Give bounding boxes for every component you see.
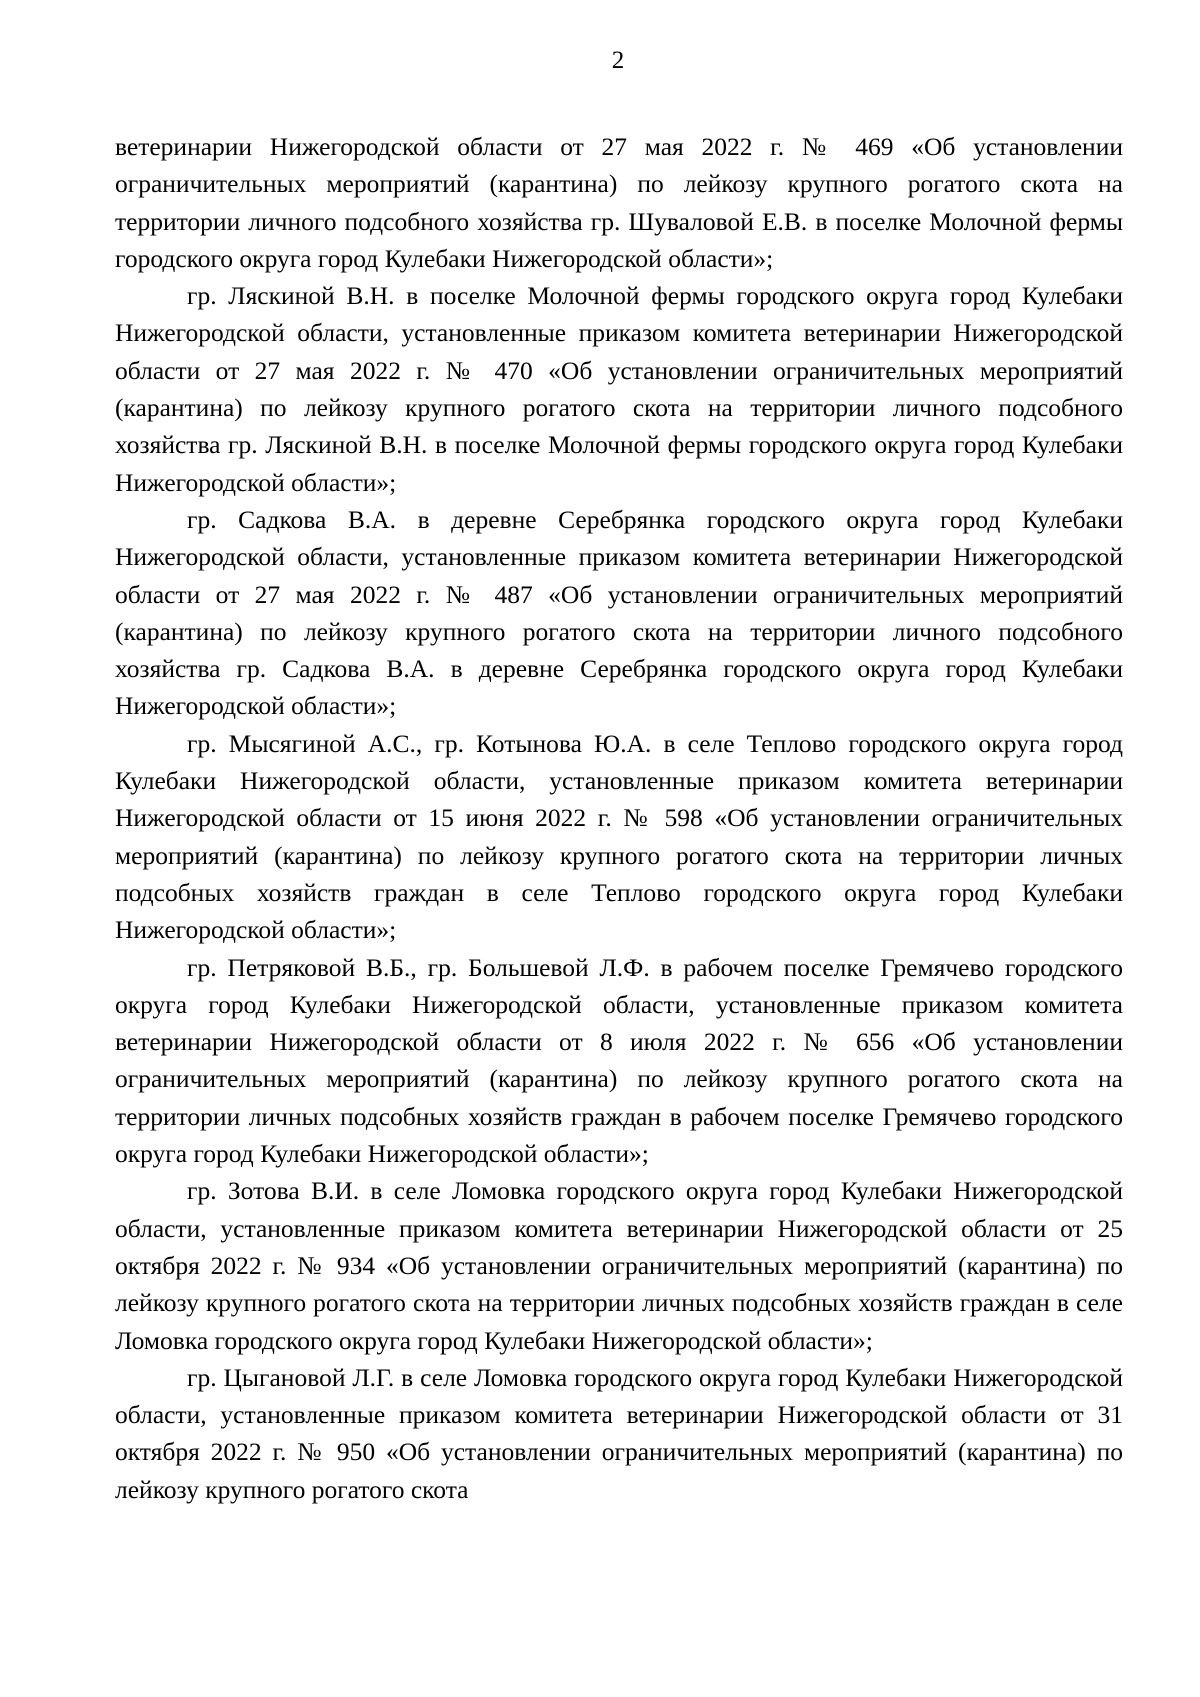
paragraph-lyaskina: гр. Ляскиной В.Н. в поселке Молочной фермы городского округа город Кулебаки Нижегородской области, установленные приказом комитета ветеринарии Нижегородской области от 27 мая 2022 г. № 470 «Об установлении ограничительных мероприятий (карантина) по лейкозу крупного рогатого скота на территории личного подсобного хозяйства гр. Ляскиной В.Н. в поселке Молочной фермы городского округа город Кулебаки Нижегородской области»; (115, 281, 1123, 497)
document-body (115, 128, 1123, 1508)
paragraph-petryakova-bolsheva: гр. Петряковой В.Б., гр. Большевой Л.Ф. в рабочем поселке Гремячево городского округа город Кулебаки Нижегородской области, установленные приказом комитета ветеринарии Нижегородской области от 8 июля 2022 г. № 656 «Об установлении ограничительных мероприятий (карантина) по лейкозу крупного рогатого скота на территории личных подсобных хозяйств граждан в рабочем поселке Гремячево городского округа город Кулебаки Нижегородской области»; (115, 952, 1123, 1169)
paragraph-sadkov: гр. Садкова В.А. в деревне Серебрянка городского округа город Кулебаки Нижегородской области, установленные приказом комитета ветеринарии Нижегородской области от 27 мая 2022 г. № 487 «Об установлении ограничительных мероприятий (карантина) по лейкозу крупного рогатого скота на территории личного подсобного хозяйства гр. Садкова В.А. в деревне Серебрянка городского округа город Кулебаки Нижегородской области»; (115, 504, 1123, 721)
paragraph-continuation: ветеринарии Нижегородской области от 27 мая 2022 г. № 469 «Об установлении ограничительных мероприятий (карантина) по лейкозу крупного рогатого скота на территории личного подсобного хозяйства гр. Шуваловой Е.В. в поселке Молочной фермы городского округа город Кулебаки Нижегородской области»; (115, 132, 1123, 273)
paragraph-tsyganova: гр. Цыгановой Л.Г. в селе Ломовка городского округа город Кулебаки Нижегородской области, установленные приказом комитета ветеринарии Нижегородской области от 31 октября 2022 г. № 950 «Об установлении ограничительных мероприятий (карантина) по лейкозу крупного рогатого скота (115, 1362, 1123, 1504)
paragraph-zotov: гр. Зотова В.И. в селе Ломовка городского округа город Кулебаки Нижегородской области, установленные приказом комитета ветеринарии Нижегородской области от 25 октября 2022 г. № 934 «Об установлении ограничительных мероприятий (карантина) по лейкозу крупного рогатого скота на территории личных подсобных хозяйств граждан в селе Ломовка городского округа город Кулебаки Нижегородской области»; (115, 1176, 1123, 1355)
page-number: 2 (611, 47, 625, 74)
paragraph-mysyagina-kotynov: гр. Мысягиной А.С., гр. Котынова Ю.А. в селе Теплово городского округа город Кулебаки Нижегородской области, установленные приказом комитета ветеринарии Нижегородской области от 15 июня 2022 г. № 598 «Об установлении ограничительных мероприятий (карантина) по лейкозу крупного рогатого скота на территории личных подсобных хозяйств граждан в селе Теплово городского округа город Кулебаки Нижегородской области»; (115, 728, 1123, 945)
